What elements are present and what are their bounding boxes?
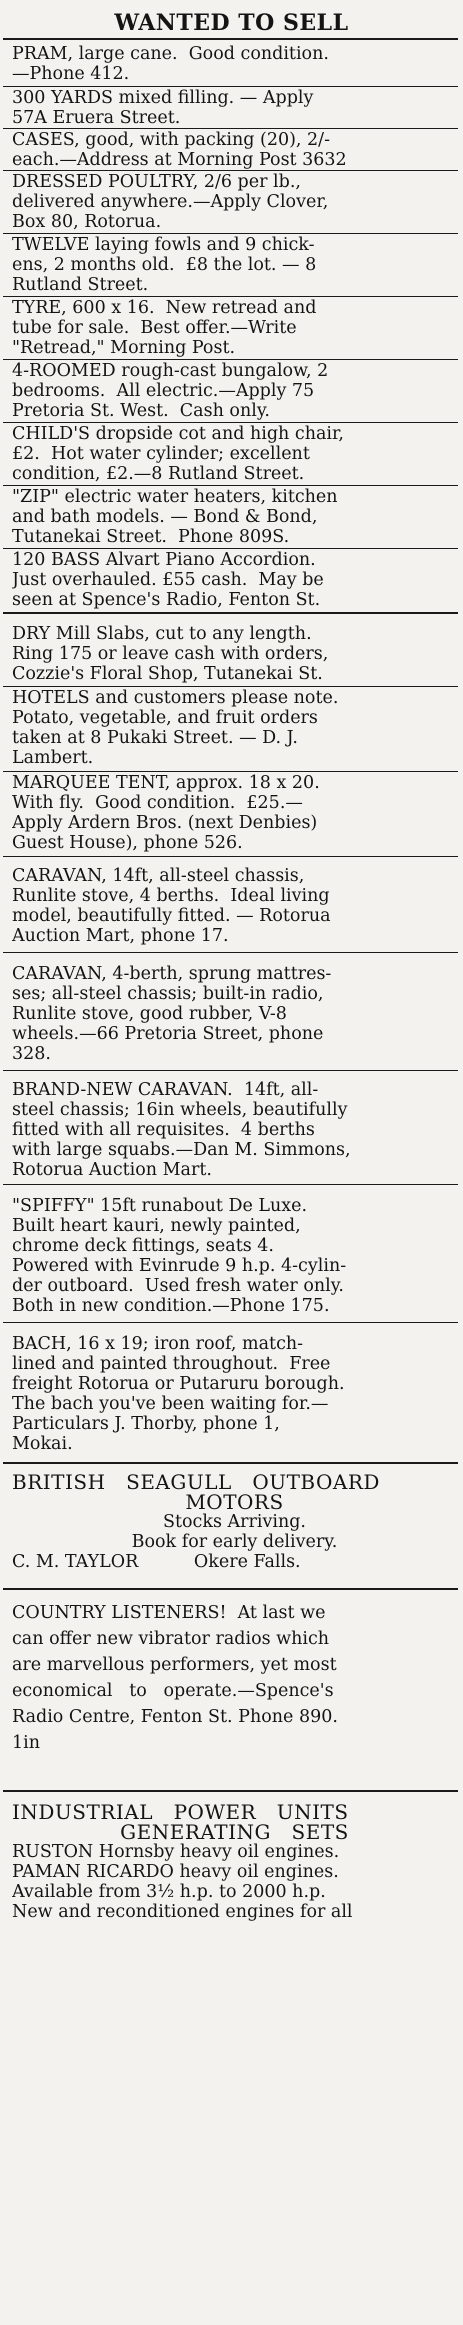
ad-line: MOTORS <box>185 1492 284 1512</box>
ad-line: With fly. Good condition. £25.— <box>12 793 303 813</box>
ad-divider <box>3 548 458 549</box>
ad-line: 300 YARDS mixed filling. — Apply <box>12 88 314 108</box>
ad-line: Cozzie's Floral Shop, Tutanekai St. <box>12 664 323 684</box>
ad-line: seen at Spence's Radio, Fenton St. <box>12 590 321 610</box>
ad-line: Radio Centre, Fenton St. Phone 890. <box>12 1707 338 1727</box>
ad-country-listeners <box>12 1600 457 1756</box>
ad-line: ses; all-steel chassis; built-in radio, <box>12 984 324 1004</box>
ad-line: BRAND-NEW CARAVAN. 14ft, all- <box>12 1080 319 1100</box>
ad-line: 328. <box>12 1044 51 1064</box>
ad-line: Mokai. <box>12 1434 73 1454</box>
ad-line: condition, £2.—8 Rutland Street. <box>12 464 305 484</box>
ad-mill-slabs <box>12 624 457 684</box>
ad-line: Guest House), phone 526. <box>12 833 243 853</box>
ad-fowls <box>12 235 457 295</box>
ad-line: 1in <box>12 1733 41 1753</box>
ad-line: 57A Eruera Street. <box>12 108 181 128</box>
ad-line: CHILD'S dropside cot and high chair, <box>12 424 344 444</box>
ad-line: COUNTRY LISTENERS! At last we <box>12 1603 326 1623</box>
ad-divider <box>3 686 458 687</box>
ad-divider <box>3 856 458 857</box>
ad-divider <box>3 612 458 614</box>
ad-accordion <box>12 550 457 610</box>
ad-line: with large squabs.—Dan M. Simmons, <box>12 1140 351 1160</box>
ad-line: wheels.—66 Pretoria Street, phone <box>12 1024 324 1044</box>
ad-line: freight Rotorua or Putaruru borough. <box>12 1374 345 1394</box>
ad-line: 120 BASS Alvart Piano Accordion. <box>12 550 316 570</box>
ad-line: BRITISH SEAGULL OUTBOARD <box>12 1472 380 1492</box>
ad-line: Stocks Arriving. <box>163 1512 306 1532</box>
ad-line: Runlite stove, good rubber, V-8 <box>12 1004 287 1024</box>
ad-line: RUSTON Hornsby heavy oil engines. <box>12 1842 340 1862</box>
ad-line: ens, 2 months old. £8 the lot. — 8 <box>12 255 317 275</box>
ad-line: BACH, 16 x 19; iron roof, match- <box>12 1334 304 1354</box>
ad-line: Lambert. <box>12 748 94 768</box>
ad-line: GENERATING SETS <box>120 1822 349 1842</box>
ad-divider <box>3 1790 458 1792</box>
ad-line: Rotorua Auction Mart. <box>12 1160 212 1180</box>
ad-line: "ZIP" electric water heaters, kitchen <box>12 487 338 507</box>
ad-line: CARAVAN, 4-berth, sprung mattres- <box>12 964 332 984</box>
ad-line: Tutanekai Street. Phone 809S. <box>12 527 290 547</box>
ad-brand-new-caravan <box>12 1080 457 1180</box>
ad-line: Just overhauled. £55 cash. May be <box>12 570 324 590</box>
ad-pram <box>12 44 457 84</box>
ad-line: each.—Address at Morning Post 3632 <box>12 150 347 170</box>
ad-tyre <box>12 298 457 358</box>
ad-line: —Phone 412. <box>12 64 130 84</box>
ad-line: bedrooms. All electric.—Apply 75 <box>12 381 315 401</box>
ad-cases <box>12 130 457 170</box>
ad-line: £2. Hot water cylinder; excellent <box>12 444 310 464</box>
ad-line: PAMAN RICARDO heavy oil engines. <box>12 1862 339 1882</box>
ad-line: The bach you've been waiting for.— <box>12 1394 329 1414</box>
ad-zip-heaters <box>12 487 457 547</box>
column-divider <box>3 38 458 40</box>
ad-line: Particulars J. Thorby, phone 1, <box>12 1414 280 1434</box>
section-heading: WANTED TO SELL <box>114 10 349 36</box>
ad-line: 4-ROOMED rough-cast bungalow, 2 <box>12 361 329 381</box>
ad-divider <box>3 170 458 171</box>
ad-line: Potato, vegetable, and fruit orders <box>12 708 318 728</box>
ad-divider <box>3 233 458 234</box>
ad-line: Runlite stove, 4 berths. Ideal living <box>12 886 330 906</box>
ad-divider <box>3 296 458 297</box>
ad-line: MARQUEE TENT, approx. 18 x 20. <box>12 773 320 793</box>
ad-line: are marvellous performers, yet most <box>12 1655 337 1675</box>
ad-bungalow <box>12 361 457 421</box>
ad-divider <box>3 771 458 772</box>
ad-line: lined and painted throughout. Free <box>12 1354 331 1374</box>
ad-line: delivered anywhere.—Apply Clover, <box>12 192 329 212</box>
ad-divider <box>3 1184 458 1185</box>
ad-line: New and reconditioned engines for all <box>12 1902 353 1922</box>
ad-divider <box>3 1322 458 1323</box>
ad-divider <box>3 86 458 87</box>
ad-spiffy-runabout <box>12 1196 457 1316</box>
ad-marquee-tent <box>12 773 457 853</box>
ad-line: Built heart kauri, newly painted, <box>12 1216 301 1236</box>
ad-line: Rutland Street. <box>12 275 149 295</box>
ad-filling <box>12 88 457 128</box>
ad-line: Apply Ardern Bros. (next Denbies) <box>12 813 318 833</box>
ad-line: Available from 3½ h.p. to 2000 h.p. <box>12 1882 326 1902</box>
ad-divider <box>3 422 458 423</box>
ad-hotels <box>12 688 457 768</box>
ad-caravan-4berth <box>12 964 457 1064</box>
ad-line: C. M. TAYLOR Okere Falls. <box>12 1552 301 1572</box>
ad-line: fitted with all requisites. 4 berths <box>12 1120 315 1140</box>
ad-line: DRESSED POULTRY, 2/6 per lb., <box>12 172 301 192</box>
ad-poultry <box>12 172 457 232</box>
ad-line: steel chassis; 16in wheels, beautifully <box>12 1100 348 1120</box>
ad-line: and bath models. — Bond & Bond, <box>12 507 318 527</box>
ad-line: CASES, good, with packing (20), 2/- <box>12 130 330 150</box>
ad-line: Pretoria St. West. Cash only. <box>12 401 270 421</box>
ad-caravan-14ft <box>12 866 457 946</box>
ad-divider <box>3 485 458 486</box>
ad-line: HOTELS and customers please note. <box>12 688 339 708</box>
ad-line: tube for sale. Best offer.—Write <box>12 318 297 338</box>
ad-bach <box>12 1334 457 1454</box>
ad-divider <box>3 359 458 360</box>
ad-line: Both in new condition.—Phone 175. <box>12 1296 330 1316</box>
ad-line: Book for early delivery. <box>131 1532 338 1552</box>
ad-line: model, beautifully fitted. — Rotorua <box>12 906 331 926</box>
ad-line: TYRE, 600 x 16. New retread and <box>12 298 317 318</box>
ad-cot <box>12 424 457 484</box>
ad-divider <box>3 952 458 953</box>
ad-line: economical to operate.—Spence's <box>12 1681 334 1701</box>
ad-line: CARAVAN, 14ft, all-steel chassis, <box>12 866 305 886</box>
ad-line: DRY Mill Slabs, cut to any length. <box>12 624 312 644</box>
ad-line: Ring 175 or leave cash with orders, <box>12 644 329 664</box>
ad-line: "SPIFFY" 15ft runabout De Luxe. <box>12 1196 308 1216</box>
ad-line: taken at 8 Pukaki Street. — D. J. <box>12 728 298 748</box>
ad-line: der outboard. Used fresh water only. <box>12 1276 344 1296</box>
ad-line: Box 80, Rotorua. <box>12 212 162 232</box>
ad-divider <box>3 1462 458 1464</box>
ad-line: TWELVE laying fowls and 9 chick- <box>12 235 315 255</box>
ad-line: Powered with Evinrude 9 h.p. 4-cylin- <box>12 1256 347 1276</box>
ad-divider <box>3 1588 458 1590</box>
ad-line: PRAM, large cane. Good condition. <box>12 44 329 64</box>
ad-line: chrome deck fittings, seats 4. <box>12 1236 274 1256</box>
ad-divider <box>3 1070 458 1071</box>
ad-industrial-power-units <box>12 1802 457 1922</box>
ad-divider <box>3 128 458 129</box>
ad-seagull-outboard <box>12 1472 457 1572</box>
ad-line: can offer new vibrator radios which <box>12 1629 330 1649</box>
ad-line: Auction Mart, phone 17. <box>12 926 229 946</box>
ad-line: INDUSTRIAL POWER UNITS <box>12 1802 349 1822</box>
ad-line: "Retread," Morning Post. <box>12 338 236 358</box>
